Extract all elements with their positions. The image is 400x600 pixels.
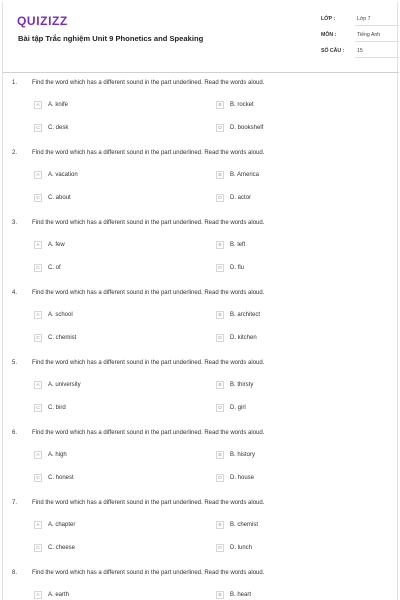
answer-option-a[interactable] <box>34 380 81 390</box>
quizizz-logo: QUIZIZZ <box>17 14 68 28</box>
answer-option-c[interactable] <box>34 403 66 413</box>
question-number: 7. <box>12 500 18 506</box>
option-label: B. rocket <box>230 102 254 108</box>
option-label: B. heart <box>230 592 252 598</box>
answer-option-d[interactable] <box>216 473 254 483</box>
option-label: B. America <box>230 172 260 178</box>
answer-option-a[interactable] <box>34 240 65 250</box>
answer-option-b[interactable] <box>216 240 245 250</box>
meta-count-key: SỐ CÂU : <box>321 48 345 54</box>
answer-option-a[interactable] <box>34 450 67 460</box>
answer-option-a[interactable] <box>34 310 73 320</box>
answer-option-c[interactable] <box>34 333 76 343</box>
option-letter-box: A <box>34 241 42 249</box>
question-text: Find the word which has a different sound in the part underlined. Read the words aloud. <box>32 360 265 366</box>
option-letter-box: A <box>34 101 42 109</box>
option-label: B. chemist <box>230 522 259 528</box>
option-letter-box: A <box>34 171 42 179</box>
option-letter-box: B <box>216 451 224 459</box>
option-label: D. bookshelf <box>230 125 264 131</box>
option-label: C. about <box>48 195 71 201</box>
option-label: B. left <box>230 242 246 248</box>
answer-option-a[interactable] <box>34 520 75 530</box>
question-text: Find the word which has a different sound in the part underlined. Read the words aloud. <box>32 430 265 436</box>
option-label: D. house <box>230 475 255 481</box>
question-number: 2. <box>12 150 18 156</box>
question-number: 3. <box>12 220 18 226</box>
answer-option-d[interactable] <box>216 403 246 413</box>
answer-option-b[interactable] <box>216 590 251 600</box>
question-text: Find the word which has a different sound in the part underlined. Read the words aloud. <box>32 150 265 156</box>
answer-option-c[interactable] <box>34 473 74 483</box>
option-letter-box: D <box>216 264 224 272</box>
question-text: Find the word which has a different sound in the part underlined. Read the words aloud. <box>32 220 265 226</box>
answer-option-b[interactable] <box>216 170 259 180</box>
option-label: D. girl <box>230 405 246 411</box>
answer-option-b[interactable] <box>216 450 255 460</box>
option-letter-box: C <box>34 544 42 552</box>
meta-divider <box>355 41 399 42</box>
option-label: D. kitchen <box>230 335 257 341</box>
question-number: 1. <box>12 80 18 86</box>
meta-subject-key: MÔN : <box>321 32 337 38</box>
answer-option-c[interactable] <box>34 123 68 133</box>
option-letter-box: B <box>216 521 224 529</box>
option-label: B. thirsty <box>230 382 254 388</box>
answer-option-d[interactable] <box>216 543 252 553</box>
question-text: Find the word which has a different sound in the part underlined. Read the words aloud. <box>32 290 265 296</box>
answer-option-c[interactable] <box>34 193 71 203</box>
question-text: Find the word which has a different sound in the part underlined. Read the words aloud. <box>32 500 265 506</box>
option-letter-box: C <box>34 124 42 132</box>
option-label: B. history <box>230 452 256 458</box>
option-label: D. flu <box>230 265 245 271</box>
meta-grade-key: LỚP : <box>321 16 336 22</box>
answer-option-a[interactable] <box>34 590 69 600</box>
option-label: A. school <box>48 312 73 318</box>
option-label: D. actor <box>230 195 252 201</box>
option-letter-box: A <box>34 521 42 529</box>
question-number: 5. <box>12 360 18 366</box>
option-label: A. chapter <box>48 522 76 528</box>
meta-grade-value: Lớp 7 <box>357 16 371 22</box>
option-label: C. of <box>48 265 61 271</box>
option-label: C. chemist <box>48 335 77 341</box>
option-label: C. desk <box>48 125 69 131</box>
option-letter-box: B <box>216 101 224 109</box>
option-label: D. lunch <box>230 545 253 551</box>
answer-option-a[interactable] <box>34 170 78 180</box>
answer-option-b[interactable] <box>216 520 258 530</box>
option-label: A. university <box>48 382 81 388</box>
answer-option-c[interactable] <box>34 263 61 273</box>
answer-option-a[interactable] <box>34 100 68 110</box>
worksheet-title: Bài tập Trắc nghiệm Unit 9 Phonetics and Speaking <box>18 34 204 43</box>
option-letter-box: C <box>34 404 42 412</box>
option-letter-box: A <box>34 451 42 459</box>
header-divider <box>3 72 399 73</box>
worksheet-page <box>2 2 398 600</box>
answer-option-b[interactable] <box>216 100 254 110</box>
option-letter-box: A <box>34 591 42 599</box>
answer-option-b[interactable] <box>216 380 253 390</box>
option-label: A. knife <box>48 102 69 108</box>
meta-subject-value: Tiếng Anh <box>357 32 381 38</box>
option-label: A. earth <box>48 592 70 598</box>
option-letter-box: A <box>34 381 42 389</box>
option-letter-box: B <box>216 311 224 319</box>
option-label: C. honest <box>48 475 74 481</box>
meta-divider <box>355 25 399 26</box>
option-letter-box: D <box>216 474 224 482</box>
answer-option-b[interactable] <box>216 310 260 320</box>
option-letter-box: D <box>216 194 224 202</box>
option-label: A. vacation <box>48 172 78 178</box>
question-text: Find the word which has a different sound in the part underlined. Read the words aloud. <box>32 570 265 576</box>
option-letter-box: B <box>216 591 224 599</box>
option-letter-box: D <box>216 544 224 552</box>
answer-option-c[interactable] <box>34 543 75 553</box>
question-number: 8. <box>12 570 18 576</box>
option-letter-box: C <box>34 194 42 202</box>
option-letter-box: C <box>34 264 42 272</box>
question-number: 4. <box>12 290 18 296</box>
question-text: Find the word which has a different sound in the part underlined. Read the words aloud. <box>32 80 265 86</box>
answer-option-d[interactable] <box>216 263 244 273</box>
answer-option-d[interactable] <box>216 193 251 203</box>
meta-count-value: 15 <box>357 48 363 54</box>
option-label: C. cheese <box>48 545 76 551</box>
option-letter-box: C <box>34 474 42 482</box>
option-label: A. few <box>48 242 65 248</box>
option-label: C. bird <box>48 405 66 411</box>
option-label: B. architect <box>230 312 261 318</box>
option-letter-box: D <box>216 404 224 412</box>
answer-option-d[interactable] <box>216 333 257 343</box>
option-label: A. high <box>48 452 67 458</box>
option-letter-box: D <box>216 334 224 342</box>
option-letter-box: D <box>216 124 224 132</box>
option-letter-box: C <box>34 334 42 342</box>
meta-divider <box>355 57 399 58</box>
question-number: 6. <box>12 430 18 436</box>
option-letter-box: B <box>216 241 224 249</box>
option-letter-box: B <box>216 171 224 179</box>
option-letter-box: A <box>34 311 42 319</box>
answer-option-d[interactable] <box>216 123 263 133</box>
option-letter-box: B <box>216 381 224 389</box>
worksheet-header <box>3 2 399 72</box>
